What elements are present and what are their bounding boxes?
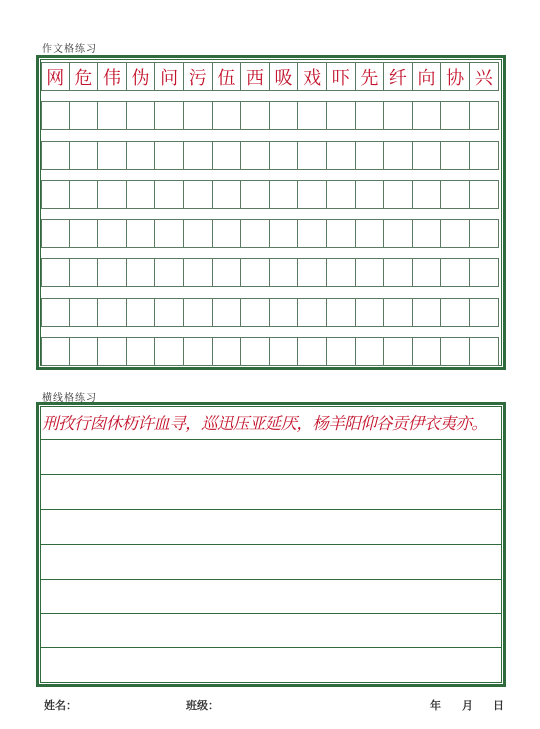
grid-cell bbox=[384, 141, 413, 170]
grid-cell bbox=[241, 141, 270, 170]
grid-cell bbox=[241, 101, 270, 130]
grid-cell bbox=[98, 219, 127, 248]
grid-cell bbox=[298, 298, 327, 327]
grid-cell bbox=[413, 258, 442, 287]
grid-cell bbox=[270, 180, 299, 209]
grid-cell bbox=[155, 258, 184, 287]
grid-cell bbox=[413, 180, 442, 209]
grid-cell bbox=[155, 219, 184, 248]
grid-cell bbox=[213, 141, 242, 170]
grid-cell bbox=[213, 298, 242, 327]
grid-cell bbox=[98, 258, 127, 287]
grid-cell bbox=[470, 180, 499, 209]
grid-cell bbox=[213, 101, 242, 130]
ruled-line bbox=[41, 613, 501, 614]
grid-cell bbox=[356, 141, 385, 170]
lined-sample-text: 刑孜行囱休杤许血寻，巡迅压亚延厌，杨羊阳仰谷贡伊衣夷亦。 bbox=[42, 414, 488, 433]
grid-cell bbox=[241, 258, 270, 287]
grid-cell bbox=[298, 219, 327, 248]
sample-character-cell: 伍 bbox=[213, 62, 242, 91]
sample-character-cell: 吸 bbox=[270, 62, 299, 91]
grid-cell bbox=[213, 258, 242, 287]
grid-cell bbox=[98, 337, 127, 366]
grid-section-title: 作文格练习 bbox=[42, 44, 97, 55]
grid-cell bbox=[98, 141, 127, 170]
grid-cell bbox=[155, 337, 184, 366]
grid-cell bbox=[327, 298, 356, 327]
grid-cell bbox=[270, 298, 299, 327]
grid-cell bbox=[384, 258, 413, 287]
sample-character-cell: 伟 bbox=[98, 62, 127, 91]
grid-cell bbox=[184, 337, 213, 366]
practice-grid-row bbox=[41, 180, 499, 209]
grid-cell bbox=[98, 101, 127, 130]
grid-cell bbox=[241, 219, 270, 248]
grid-cell bbox=[70, 101, 99, 130]
grid-cell bbox=[70, 337, 99, 366]
grid-cell bbox=[184, 219, 213, 248]
grid-practice-area bbox=[41, 60, 501, 365]
practice-grid-row bbox=[41, 337, 499, 366]
month-label: 月 bbox=[462, 699, 473, 712]
grid-cell bbox=[470, 219, 499, 248]
ruled-line bbox=[41, 439, 501, 440]
grid-cell bbox=[298, 141, 327, 170]
grid-cell bbox=[441, 298, 470, 327]
grid-cell bbox=[270, 101, 299, 130]
grid-cell bbox=[127, 180, 156, 209]
grid-cell bbox=[327, 219, 356, 248]
grid-cell bbox=[327, 141, 356, 170]
grid-cell bbox=[413, 298, 442, 327]
sample-character-cell: 先 bbox=[356, 62, 385, 91]
grid-cell bbox=[441, 258, 470, 287]
grid-cell bbox=[213, 337, 242, 366]
grid-cell bbox=[127, 258, 156, 287]
grid-cell bbox=[270, 337, 299, 366]
practice-grid-row bbox=[41, 258, 499, 287]
grid-cell bbox=[470, 258, 499, 287]
grid-cell bbox=[41, 219, 70, 248]
year-label: 年 bbox=[430, 699, 441, 712]
grid-cell bbox=[356, 298, 385, 327]
sample-character-cell: 问 bbox=[155, 62, 184, 91]
grid-cell bbox=[155, 180, 184, 209]
practice-grid-row bbox=[41, 219, 499, 248]
grid-cell bbox=[298, 258, 327, 287]
sample-character-cell: 向 bbox=[413, 62, 442, 91]
practice-grid-row bbox=[41, 298, 499, 327]
grid-cell bbox=[41, 101, 70, 130]
grid-cell bbox=[270, 258, 299, 287]
sample-character-cell: 纤 bbox=[384, 62, 413, 91]
sample-character-cell: 网 bbox=[41, 62, 70, 91]
grid-cell bbox=[98, 180, 127, 209]
sample-character-cell: 兴 bbox=[470, 62, 499, 91]
grid-cell bbox=[384, 180, 413, 209]
name-label: 姓名： bbox=[44, 699, 77, 712]
grid-cell bbox=[413, 101, 442, 130]
grid-cell bbox=[213, 180, 242, 209]
grid-cell bbox=[184, 298, 213, 327]
grid-cell bbox=[356, 337, 385, 366]
grid-cell bbox=[70, 298, 99, 327]
grid-cell bbox=[70, 258, 99, 287]
grid-cell bbox=[41, 258, 70, 287]
grid-cell bbox=[413, 337, 442, 366]
grid-cell bbox=[470, 101, 499, 130]
grid-cell bbox=[184, 258, 213, 287]
day-label: 日 bbox=[493, 699, 504, 712]
grid-cell bbox=[270, 141, 299, 170]
sample-character-cell: 危 bbox=[70, 62, 99, 91]
grid-cell bbox=[127, 141, 156, 170]
lined-section-title: 横线格练习 bbox=[42, 393, 97, 404]
grid-cell bbox=[441, 180, 470, 209]
sample-character-cell: 戏 bbox=[298, 62, 327, 91]
grid-cell bbox=[298, 337, 327, 366]
grid-cell bbox=[356, 180, 385, 209]
sample-character-cell: 吓 bbox=[327, 62, 356, 91]
practice-grid-row bbox=[41, 101, 499, 130]
sample-character-cell: 协 bbox=[441, 62, 470, 91]
grid-cell bbox=[41, 180, 70, 209]
grid-cell bbox=[327, 180, 356, 209]
grid-cell bbox=[155, 141, 184, 170]
grid-cell bbox=[356, 258, 385, 287]
grid-cell bbox=[384, 337, 413, 366]
grid-cell bbox=[356, 101, 385, 130]
grid-cell bbox=[41, 141, 70, 170]
grid-cell bbox=[155, 298, 184, 327]
grid-cell bbox=[184, 180, 213, 209]
grid-cell bbox=[155, 101, 184, 130]
grid-cell bbox=[184, 141, 213, 170]
grid-cell bbox=[298, 101, 327, 130]
grid-cell bbox=[356, 219, 385, 248]
grid-cell bbox=[70, 219, 99, 248]
ruled-line bbox=[41, 509, 501, 510]
grid-cell bbox=[384, 101, 413, 130]
grid-cell bbox=[327, 337, 356, 366]
grid-cell bbox=[127, 298, 156, 327]
grid-cell bbox=[127, 101, 156, 130]
grid-cell bbox=[70, 180, 99, 209]
sample-character-cell: 伪 bbox=[127, 62, 156, 91]
grid-cell bbox=[413, 141, 442, 170]
grid-cell bbox=[184, 101, 213, 130]
sample-character-cell: 污 bbox=[184, 62, 213, 91]
grid-cell bbox=[470, 298, 499, 327]
grid-cell bbox=[298, 180, 327, 209]
grid-cell bbox=[441, 337, 470, 366]
class-label: 班级： bbox=[186, 699, 219, 712]
ruled-line bbox=[41, 544, 501, 545]
grid-cell bbox=[41, 337, 70, 366]
grid-cell bbox=[241, 337, 270, 366]
grid-cell bbox=[127, 219, 156, 248]
grid-cell bbox=[441, 141, 470, 170]
grid-cell bbox=[213, 219, 242, 248]
grid-cell bbox=[384, 298, 413, 327]
grid-cell bbox=[98, 298, 127, 327]
grid-cell bbox=[70, 141, 99, 170]
grid-cell bbox=[441, 101, 470, 130]
grid-cell bbox=[470, 141, 499, 170]
grid-cell bbox=[327, 101, 356, 130]
grid-cell bbox=[384, 219, 413, 248]
ruled-line bbox=[41, 647, 501, 648]
practice-grid-row bbox=[41, 141, 499, 170]
ruled-line bbox=[41, 474, 501, 475]
grid-cell bbox=[441, 219, 470, 248]
grid-cell bbox=[127, 337, 156, 366]
grid-cell bbox=[41, 298, 70, 327]
sample-character-cell: 西 bbox=[241, 62, 270, 91]
grid-cell bbox=[270, 219, 299, 248]
grid-cell bbox=[470, 337, 499, 366]
grid-cell bbox=[413, 219, 442, 248]
sample-character-row bbox=[41, 62, 499, 91]
grid-cell bbox=[241, 298, 270, 327]
ruled-line bbox=[41, 579, 501, 580]
grid-cell bbox=[241, 180, 270, 209]
grid-cell bbox=[327, 258, 356, 287]
